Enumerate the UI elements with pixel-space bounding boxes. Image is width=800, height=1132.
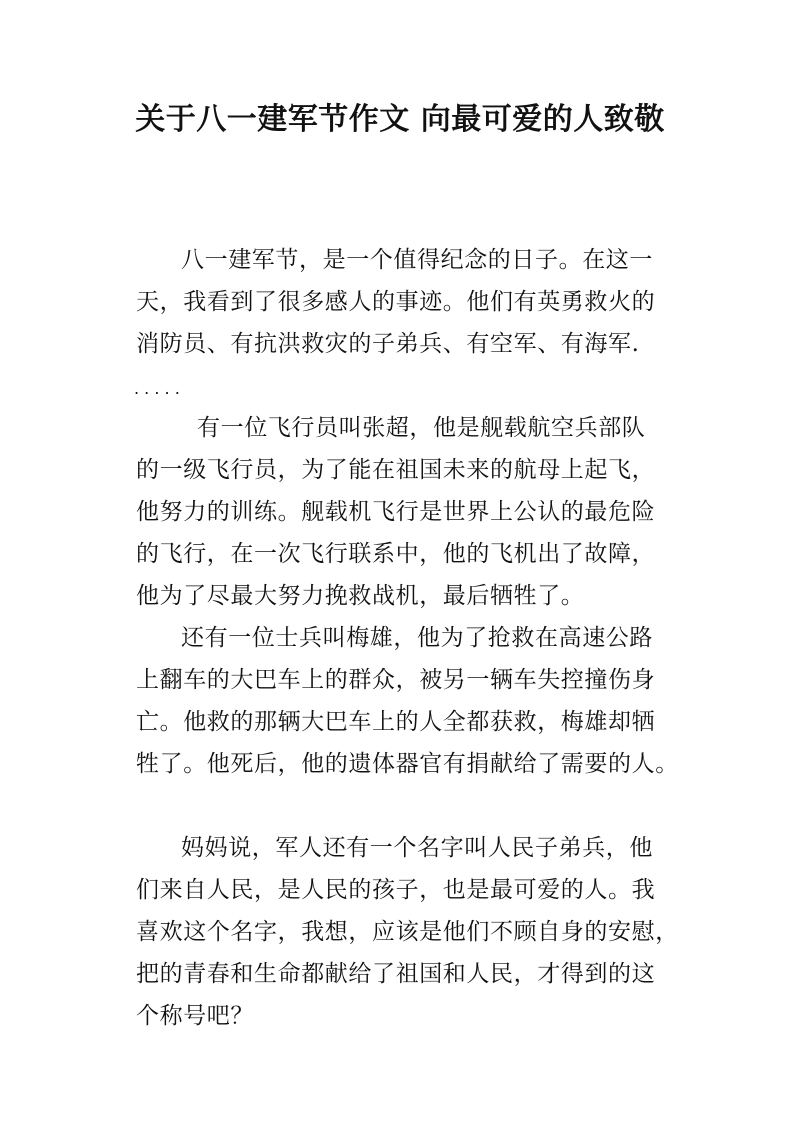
paragraph-line: 他努力的训练。舰载机飞行是世界上公认的最危险	[136, 499, 656, 525]
paragraph-line: 上翻车的大巴车上的群众，被另一辆车失控撞伤身	[136, 667, 656, 693]
paragraph-line: 的一级飞行员，为了能在祖国未来的航母上起飞，	[136, 457, 656, 483]
paragraph-line: 妈妈说，军人还有一个名字叫人民子弟兵，他	[181, 835, 653, 861]
ellipsis-line: . . . . .	[134, 379, 180, 398]
paragraph-line: 他为了尽最大努力挽救战机，最后牺牲了。	[136, 583, 585, 609]
paragraph-line: 亡。他救的那辆大巴车上的人全都获救，梅雄却牺	[136, 709, 656, 735]
paragraph-line: 八一建军节，是一个值得纪念的日子。在这一	[181, 247, 653, 273]
paragraph-line: 的飞行，在一次飞行联系中，他的飞机出了故障，	[136, 541, 656, 567]
paragraph-line: 有一位飞行员叫张超，他是舰载航空兵部队	[197, 415, 646, 441]
essay-title: 关于八一建军节作文 向最可爱的人致敬	[135, 102, 665, 137]
paragraph-line: 还有一位士兵叫梅雄，他为了抢救在高速公路	[181, 625, 653, 651]
paragraph-line: 消防员、有抗洪救灾的子弟兵、有空军、有海军.	[136, 331, 640, 357]
paragraph-line: 把的青春和生命都献给了祖国和人民，才得到的这	[136, 961, 656, 987]
paragraph-line: 个称号吧？	[136, 1003, 254, 1029]
paragraph-line: 天，我看到了很多感人的事迹。他们有英勇救火的	[136, 289, 656, 315]
paragraph-line: 牲了。他死后，他的遗体器官有捐献给了需要的人。	[136, 751, 679, 777]
paragraph-line: 们来自人民，是人民的孩子，也是最可爱的人。我	[136, 877, 656, 903]
paragraph-line: 喜欢这个名字，我想，应该是他们不顾自身的安慰，	[136, 919, 679, 945]
